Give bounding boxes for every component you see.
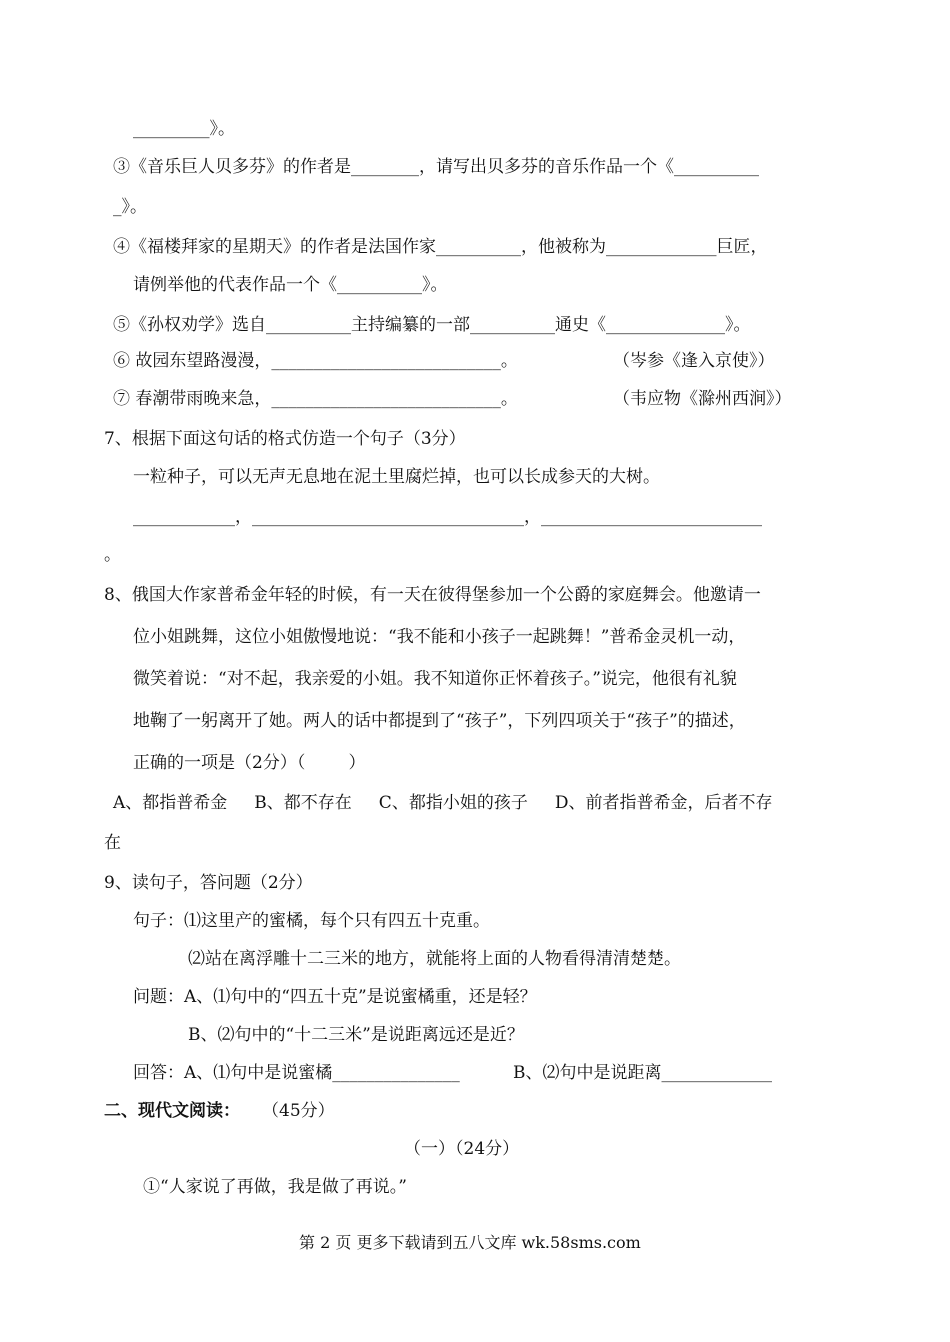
sentence-2: ⑵站在离浮雕十二三米的地方，就能将上面的人物看得清清楚楚。 xyxy=(188,949,681,969)
poem-source: （岑参《逢入京使》） xyxy=(613,351,775,371)
page-footer: 第 2 页 更多下载请到五八文库 wk.58sms.com xyxy=(299,1233,641,1252)
question-6-4: ④《福楼拜家的星期天》的作者是法国作家__________，他被称为_____________巨匠， xyxy=(113,237,768,257)
text-line: _》。 xyxy=(113,197,147,217)
question-9-a: 问题：A、⑴句中的“四五十克”是说蜜橘重，还是轻？ xyxy=(133,987,537,1007)
answer-b: B、⑵句中是说距离_____________ xyxy=(513,1063,772,1083)
model-sentence: 一粒种子，可以无声无息地在泥土里腐烂掉，也可以长成参天的大树。 xyxy=(133,467,660,487)
text-line: 正确的一项是（2分）（ ） xyxy=(133,753,366,773)
question-8-options: A、都指普希金 B、都不存在 C、都指小姐的孩子 D、前者指普希金，后者不存 xyxy=(113,793,773,813)
text-line: 。 xyxy=(104,545,121,565)
text-line: 位小姐跳舞，这位小姐傲慢地说：“我不能和小孩子一起跳舞！”普希金灵机一动， xyxy=(133,627,746,647)
text-line: 地鞠了一躬离开了她。两人的话中都提到了“孩子”，下列四项关于“孩子”的描述， xyxy=(133,711,746,731)
text-line: _________》。 xyxy=(133,119,235,139)
question-6-3: ③《音乐巨人贝多芬》的作者是________，请写出贝多芬的音乐作品一个《__________ xyxy=(113,157,759,177)
question-8: 8、俄国大作家普希金年轻的时候，有一天在彼得堡参加一个公爵的家庭舞会。他邀请一 xyxy=(104,585,761,605)
subsection-heading: （一）（24分） xyxy=(404,1139,520,1159)
question-6-6: ⑥ 故园东望路漫漫，___________________________。 xyxy=(113,351,518,371)
question-7: 7、根据下面这句话的格式仿造一个句子（3分） xyxy=(104,429,466,449)
passage-paragraph: ①“人家说了再做，我是做了再说。” xyxy=(143,1177,407,1197)
sentence-1: 句子：⑴这里产的蜜橘，每个只有四五十克重。 xyxy=(133,911,490,931)
answer-a: 回答：A、⑴句中是说蜜橘_______________ xyxy=(133,1063,460,1083)
section-score: （45分） xyxy=(262,1101,335,1121)
text-line: 在 xyxy=(104,833,121,853)
question-6-7: ⑦ 春潮带雨晚来急，___________________________。 xyxy=(113,389,518,409)
question-6-5: ⑤《孙权劝学》选自__________主持编纂的一部__________通史《______________》。 xyxy=(113,315,751,335)
poem-source: （韦应物《滁州西涧》） xyxy=(613,389,792,409)
answer-blanks: ____________，________________________________，__________________________ xyxy=(133,507,762,527)
text-line: 微笑着说：“对不起，我亲爱的小姐。我不知道你正怀着孩子。”说完，他很有礼貌 xyxy=(133,669,737,689)
text-line: 请例举他的代表作品一个《__________》。 xyxy=(133,275,448,295)
question-9-b: B、⑵句中的“十二三米”是说距离远还是近？ xyxy=(188,1025,524,1045)
section-heading: 二、现代文阅读： xyxy=(104,1101,240,1121)
question-9: 9、读句子，答问题（2分） xyxy=(104,873,313,893)
